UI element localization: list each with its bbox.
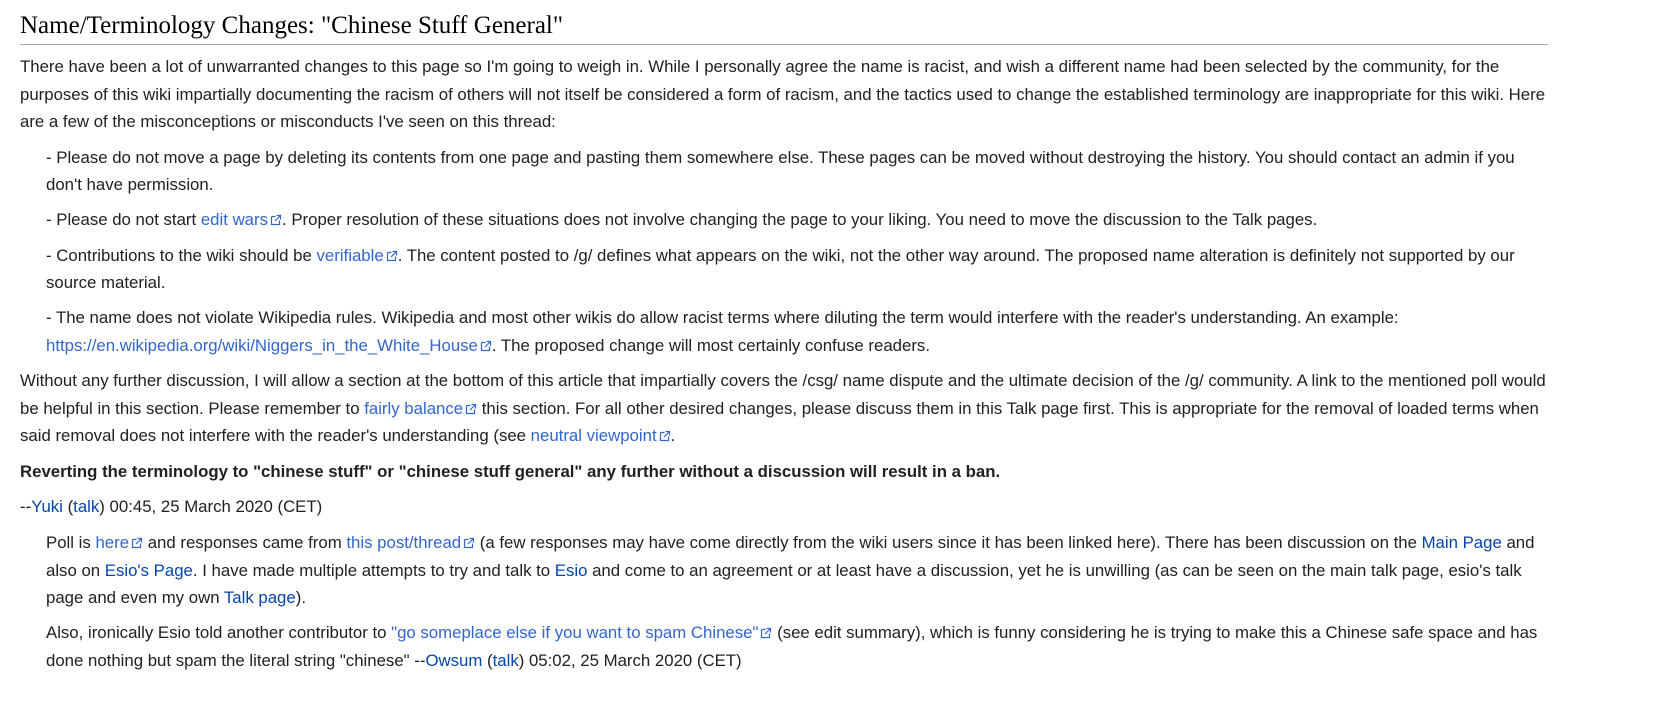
- section-heading: Name/Terminology Changes: "Chinese Stuff General": [20, 8, 1548, 45]
- timestamp: 00:45, 25 March 2020 (CET): [104, 497, 323, 517]
- point-2: - Please do not start edit wars . Proper resolution of these situations does not involve changing the page to your liking. You need to move the discussion to the Talk pages.: [46, 210, 1318, 230]
- external-link-icon: [465, 403, 477, 415]
- talk-link-yuki[interactable]: talk: [73, 497, 100, 517]
- timestamp: 05:02, 25 March 2020 (CET): [524, 650, 742, 670]
- fairly-balance-link[interactable]: fairly balance: [364, 398, 464, 418]
- ban-warning: Reverting the terminology to "chinese stuff" or "chinese stuff general" any further without a discussion will result in a ban.: [20, 461, 1001, 481]
- talk-section: [20, 8, 1548, 682]
- external-link-icon: [270, 214, 282, 226]
- esio-user-link[interactable]: Esio: [554, 560, 588, 580]
- external-link-icon: [760, 627, 772, 639]
- esio-page-link[interactable]: Esio's Page: [104, 560, 193, 580]
- external-link-icon: [131, 537, 143, 549]
- verifiable-link[interactable]: verifiable: [316, 245, 384, 265]
- edit-wars-link[interactable]: edit wars: [200, 210, 268, 230]
- warning-paragraph: [20, 458, 1548, 486]
- edit-summary-link[interactable]: "go someplace else if you want to spam Chinese": [391, 623, 759, 643]
- talk-page-link[interactable]: Talk page: [223, 588, 296, 608]
- external-link-icon: [480, 340, 492, 352]
- point-3: - Contributions to the wiki should be verifiable . The content posted to /g/ defines what appears on the wiki, not the other way around. The proposed name alteration is definitely not supported by our source material.: [46, 245, 1515, 293]
- talk-link-owsum[interactable]: talk: [492, 650, 519, 670]
- closing-paragraph: Without any further discussion, I will allow a section at the bottom of this article that impartially covers the /csg/ name dispute and the ultimate decision of the /g/ community. A link to the mentioned poll would be helpful in this section. Please remember to fairly balance this section. For all other desired changes, please discuss them in this Talk page first. This is appropriate for the removal of loaded terms when said removal does not interfere with the reader's understanding (see neutral viewpoint .: [20, 370, 1546, 446]
- point-4: - The name does not violate Wikipedia rules. Wikipedia and most other wikis do allow racist terms where diluting the term would interfere with the reader's understanding. An example: https://en.wikipedia.org/wiki/Niggers_in_the_White_House . The proposed change will most certainly confuse readers.: [46, 308, 1399, 355]
- user-link-owsum[interactable]: Owsum: [425, 650, 483, 670]
- point-1: - Please do not move a page by deleting its contents from one page and pasting them somewhere else. These pages can be moved without destroying the history. You should contact an admin if you don't have permission.: [46, 147, 1515, 195]
- user-link-yuki[interactable]: Yuki: [31, 497, 63, 517]
- poll-link[interactable]: here: [95, 532, 130, 552]
- reply-2: Also, ironically Esio told another contributor to "go someplace else if you want to spam Chinese" (see edit summary), which is funny considering he is trying to make this a Chinese safe space and has done nothing but spam the literal string "chinese" --Owsum (talk) 05:02, 25 March 2020 (CET): [46, 623, 1538, 670]
- external-link-icon: [659, 430, 671, 442]
- main-page-link[interactable]: Main Page: [1421, 532, 1502, 552]
- post-thread-link[interactable]: this post/thread: [346, 532, 462, 552]
- external-link-icon: [463, 537, 475, 549]
- external-link-icon: [386, 250, 398, 262]
- reply-1: Poll is here and responses came from this post/thread (a few responses may have come directly from the wiki users since it has been linked here). There has been discussion on the Main Page and also on Esio's Page. I have made multiple attempts to try and talk to Esio and come to an agreement or at least have a discussion, yet he is unwilling (as can be seen on the main talk page, esio's talk page and even my own Talk page).: [46, 532, 1535, 608]
- signature-yuki: --Yuki (talk) 00:45, 25 March 2020 (CET): [20, 497, 323, 517]
- wikipedia-example-link[interactable]: https://en.wikipedia.org/wiki/Niggers_in_the_White_House: [46, 335, 478, 355]
- intro-paragraph: There have been a lot of unwarranted changes to this page so I'm going to weigh in. While I personally agree the name is racist, and wish a different name had been selected by the community, for the purposes of this wiki impartially documenting the racism of others will not itself be considered a form of racism, and the tactics used to change the established terminology are inappropriate for this wiki. Here are a few of the misconceptions or misconducts I've seen on this thread:: [20, 57, 1546, 132]
- neutral-viewpoint-link[interactable]: neutral viewpoint: [530, 426, 657, 446]
